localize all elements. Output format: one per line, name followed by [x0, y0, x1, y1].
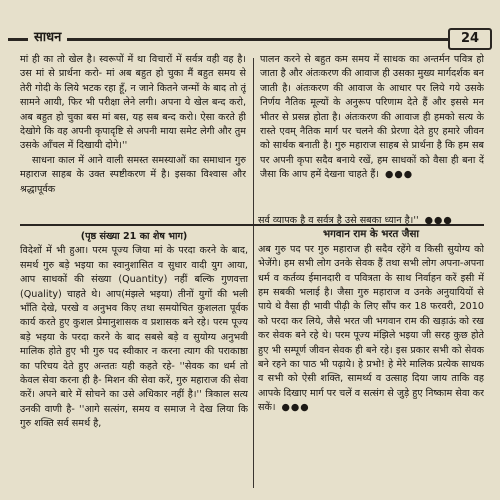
paragraph-text: सर्व व्यापक है व सर्वत्र है उसे सबका ध्यान है।'': [258, 215, 419, 226]
page-header: [8, 28, 492, 50]
end-mark: ●●●: [281, 402, 310, 414]
continuation-heading: (पृष्ठ संख्या 21 का शेष भाग): [80, 231, 188, 242]
top-right-column: [260, 53, 484, 219]
paragraph: [260, 53, 484, 183]
paragraph: मां ही का तो खेल है। स्वरूपों में था विचारों में सर्वत्र वही वह है। उस मां से प्रार्थना करो- मां अब बहुत हो चुका मैं बहुत समय से तेरी गोदी के लिये भटक रहा हूँ, न जाने कितने जन्मों के बाद तो तूं सामने आयी, फिर भी परीक्षा लेने लगी। अपना ये खेल बन्द करो, अब बहुत हो चुका बस मां बस, यह सब बन्द करो। ऐसा करते ही देखोगे कि वह अपनी कृपादृष्टि से अपनी माया समेट लेगी और तुम उसके आँचल में दिखायी दोगे।'': [20, 54, 246, 152]
top-left-column: [20, 53, 246, 219]
bottom-right-column: [258, 214, 484, 492]
paragraph-text: अब गुरु पद पर गुरु महाराज ही सदैव रहेंगे व किसी सुयोग्य को भेजेंगे। हम सभी लोग उनके सेवक हैं तथा सभी लोग अपना-अपना धर्म व कर्तव्य ईमानदारी व पवित्रता के साथ निर्वाहन करें इसी में हम सबकी भलाई है। जैसा गुरु महाराज व उनके अनुयायियों से पाये थे वैसा ही भावी पीढ़ी के लिए सौंप कर 18 फरवरी, 2010 को परदा कर लिये, जैसे भरत जी भगवान राम की खड़ाऊं को रख कर सेवक बने रहे थे। परम पूज्य मंझिले भइया जी सरह कुछ होते हुए भी सम्पूर्ण जीवन सेवक ही बने रहे। इस प्रकार सभी को सेवक बने रहने का पाठ भी पढ़ाये। हे प्रभो! हे मेरे मालिक प्रत्येक साधक व सभी को ऐसी शक्ति, सामर्थ्य व उत्साह दिया जाय ताकि वह आपके दिखाए मार्ग पर चलें व सत्संग से जुड़े हुए निष्काम सेवा कर सकें।: [258, 243, 484, 414]
paragraph: विदेशों में भी हुआ। परम पूज्य जिया मां के परदा करने के बाद, समर्थ गुरु बड़े भइया का स्वानुशासित व सुधार वादी युग आया, आप साधकों की संख्या (Quantity) नहीं बल्कि गुणवत्ता (Quality) चाहते थे। आप(मंझले भइया) तीनों युगों की भली भाँति देखे, परखे व अनुभव किए तथा समयोचित कुशलता पूर्वक कार्य करते हुए कुशल प्रेमानुशासक व प्रशासक बने रहे। परम पूज्य बड़े भइया के परदा करने के बाद सबसे बड़े व सुयोग्य अनुभवी मालिक होते हुए भी गुरु पद स्वीकार न करना त्याग की पराकाष्ठा का परिचय देते हुए अन्ततः यही कहते रहे- ''सेवक का धर्म तो केवल सेवा करना ही है- मिशन की सेवा करें, गुरु महाराज की सेवा करें। अपने बारे में सोचने का उसे अधिकार नहीं है।'' त्रिकाल सत्य उनकी वाणी है- ''आगे सत्संग, समय व समाज ने देख लिया कि गुरु शक्ति सर्व समर्थ है,: [20, 245, 248, 430]
section-title: साधन: [28, 28, 67, 48]
paragraph: [258, 214, 484, 228]
paragraph: साधना काल में आने वाली समस्त समस्याओं का समाधान गुरु महाराज साहब के उक्त स्पष्टीकरण में है। इसका विश्वास और श्रद्धापूर्वक: [20, 154, 246, 195]
end-mark: ●●●: [424, 215, 453, 226]
header-rule: [8, 38, 454, 41]
bottom-left-column: [20, 230, 248, 492]
article-heading: भगवान राम के भरत जैसा: [323, 229, 419, 241]
column-divider: [253, 58, 254, 488]
paragraph-text: पालन करने से बहुत कम समय में साधक का अन्तर्मन पवित्र हो जाता है और अंतःकरण की आवाज ही उसका मुख्य मार्गदर्शक बन जाती है। अंतःकरण की आवाज के आधार पर लिये गये उसके निर्णय नैतिक मूल्यों के अनुरूप परिणाम देते हैं और इससे मन भीतर से प्रसन्न होता है। अंतःकरण की आवाज ही हमको सत्य के रास्ते एवम् नैतिक मार्ग पर चलने की प्रेरणा देते हुए हमारे जीवन को सार्थक बनाती है। गुरु महाराज साहब से प्रार्थना है कि हम सब पर अपनी कृपा सदैव बनाये रखें, हम साधकों को वैसा ही बना दें जैसा कि आप हमें देखना चाहते हैं।: [260, 54, 484, 181]
paragraph: [258, 243, 484, 416]
end-mark: ●●●: [384, 169, 414, 181]
page-number: 24: [448, 28, 492, 50]
